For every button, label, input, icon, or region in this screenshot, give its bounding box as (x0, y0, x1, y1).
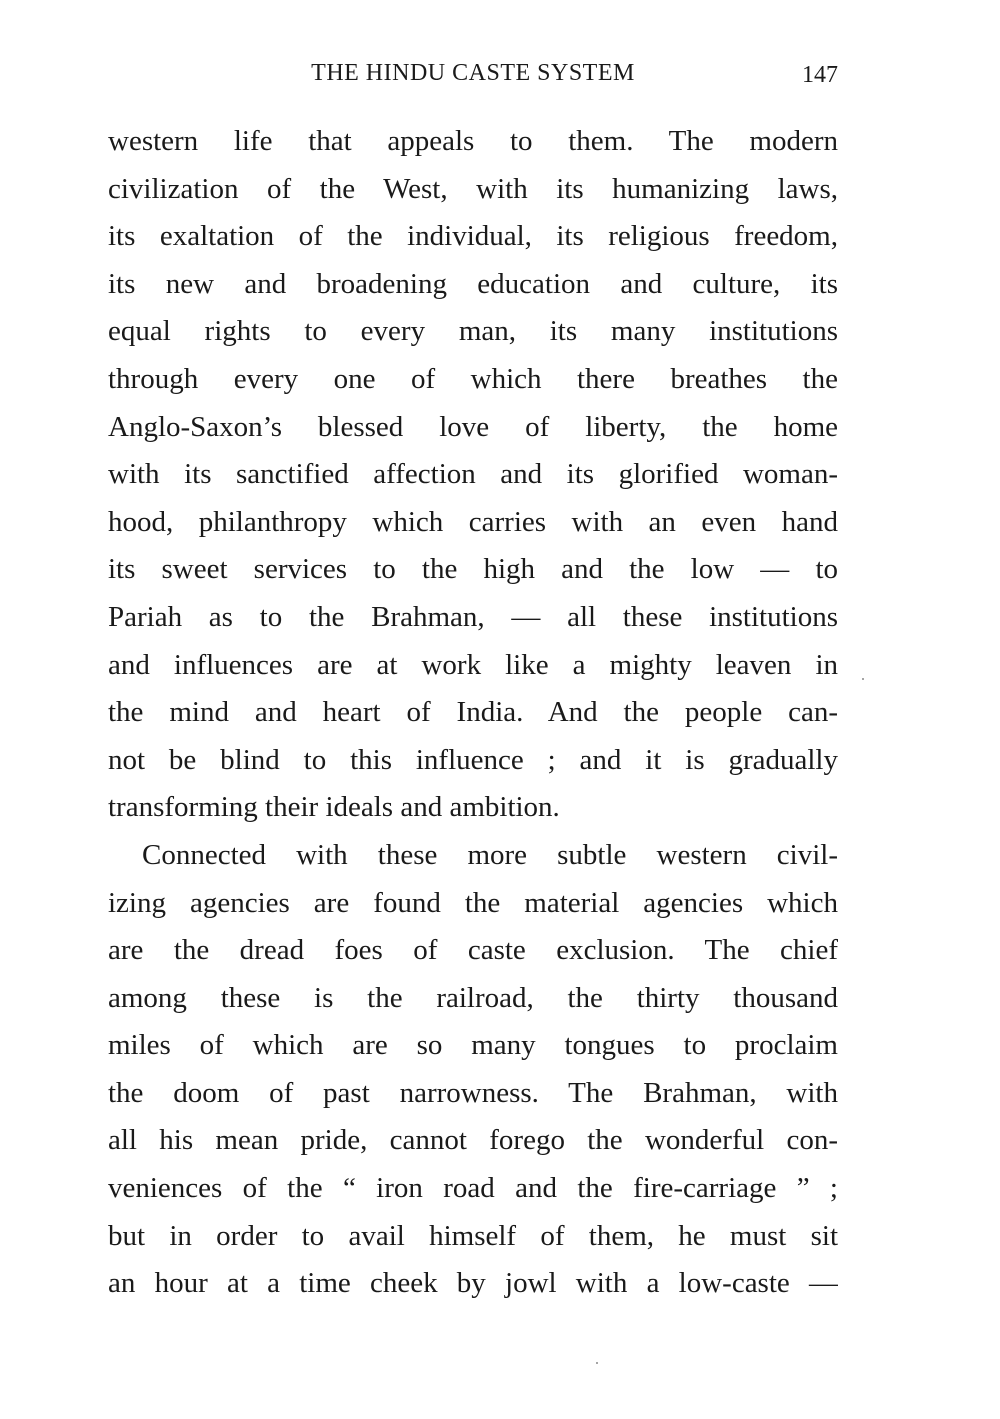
text-line: and influences are at work like a mighty leaven in (108, 648, 838, 681)
text-line: miles of which are so many tongues to proclaim (108, 1029, 838, 1062)
text-line: with its sanctified affection and its glorified woman- (108, 458, 838, 491)
text-line: izing agencies are found the material agencies which (108, 886, 838, 919)
body-text (108, 118, 838, 1308)
paper-speck (596, 1362, 598, 1364)
text-line: Connected with these more subtle western civil- (142, 838, 838, 871)
text-line: an hour at a time cheek by jowl with a low-caste — (108, 1267, 838, 1300)
text-line: transforming their ideals and ambition. (108, 791, 560, 824)
text-line: but in order to avail himself of them, he must sit (108, 1219, 838, 1252)
text-line: its sweet services to the high and the low — to (108, 553, 838, 586)
text-line: equal rights to every man, its many institutions (108, 315, 838, 348)
text-line: its exaltation of the individual, its religious freedom, (108, 220, 838, 253)
text-line: Pariah as to the Brahman, — all these institutions (108, 600, 838, 633)
text-line: not be blind to this influence ; and it is gradually (108, 743, 838, 776)
text-line: its new and broadening education and culture, its (108, 267, 838, 300)
text-line: through every one of which there breathes the (108, 362, 838, 395)
text-line: are the dread foes of caste exclusion. The chief (108, 934, 838, 967)
page-number: 147 (802, 62, 838, 88)
running-head (108, 60, 838, 94)
text-line: veniences of the “ iron road and the fire-carriage ” ; (108, 1172, 838, 1205)
text-line: among these is the railroad, the thirty thousand (108, 981, 838, 1014)
text-line: all his mean pride, cannot forego the wonderful con- (108, 1124, 838, 1157)
text-line: Anglo-Saxon’s blessed love of liberty, the home (108, 410, 838, 443)
text-line: the mind and heart of India. And the people can- (108, 696, 838, 729)
running-title: THE HINDU CASTE SYSTEM (311, 60, 635, 86)
text-line: western life that appeals to them. The modern (108, 125, 838, 157)
paper-speck (862, 678, 864, 680)
text-line: civilization of the West, with its humanizing laws, (108, 172, 838, 205)
text-line: the doom of past narrowness. The Brahman, with (108, 1076, 838, 1109)
text-line: hood, philanthropy which carries with an even hand (108, 505, 838, 538)
